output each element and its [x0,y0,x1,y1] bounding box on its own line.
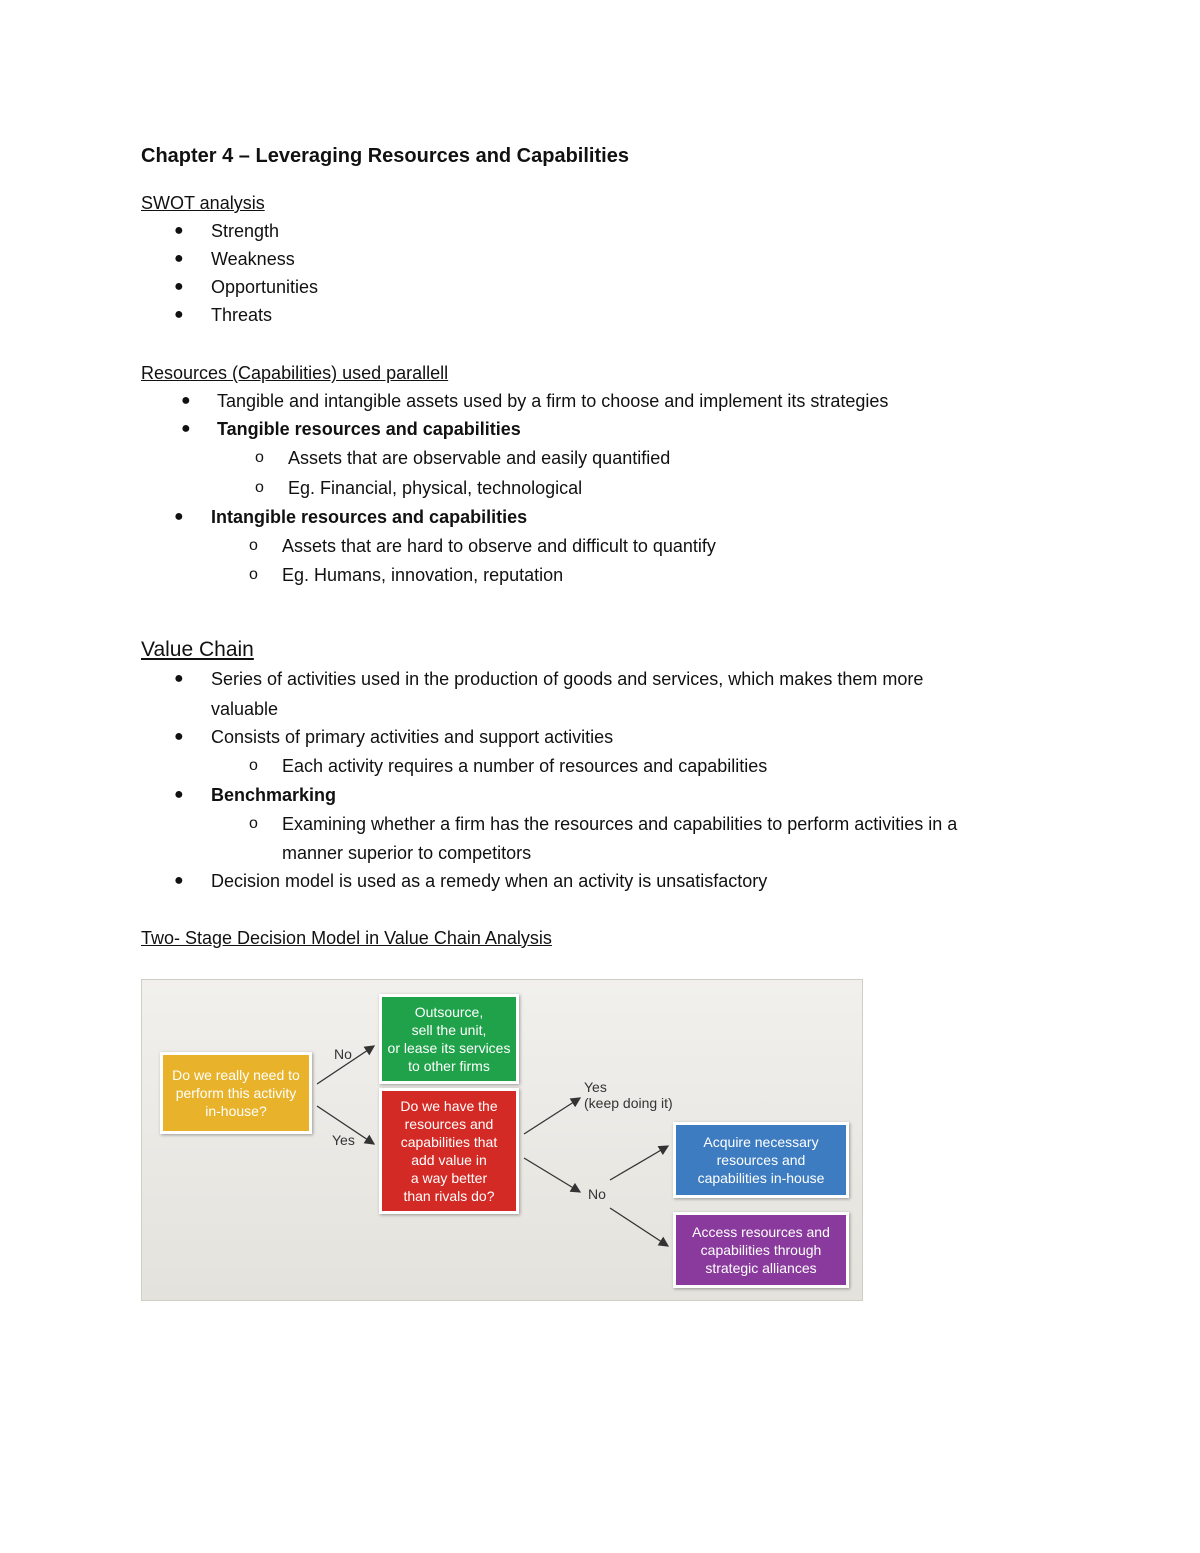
arrow-yes-keep [524,1098,580,1134]
bullet-icon: ● [174,670,184,687]
bullet-icon: ● [181,392,191,409]
swot-item: Opportunities [211,277,319,297]
sub-bullet-icon: o [249,757,258,774]
value-chain-item-continued: valuable [211,699,279,719]
sub-bullet-icon: o [255,449,264,466]
sub-bullet-icon: o [255,479,264,496]
resources-subitem: Assets that are hard to observe and difficult to quantify [282,536,716,556]
sub-bullet-icon: o [249,566,258,583]
value-chain-item: Series of activities used in the production of goods and services, which makes them more [211,669,924,689]
question2-box: Do we have the resources and capabilities that add value in a way better than rivals do? [379,1088,519,1214]
bullet-icon: ● [174,278,184,295]
swot-item: Threats [211,305,273,325]
resources-subitem: Eg. Financial, physical, technological [288,478,583,498]
value-chain-heading: Value Chain [141,638,254,661]
resources-item: Intangible resources and capabilities [211,507,528,527]
label-no-1: No [334,1046,352,1062]
sub-bullet-icon: o [249,537,258,554]
label-no-2: No [588,1186,606,1202]
page-title: Chapter 4 – Leveraging Resources and Capabilities [141,145,629,167]
arrow-no-to-acquire [610,1146,668,1180]
bullet-icon: ● [174,728,184,745]
sub-bullet-icon: o [249,815,258,832]
value-chain-item: Decision model is used as a remedy when an activity is unsatisfactory [211,871,768,891]
resources-subitem: Assets that are observable and easily quantified [288,448,671,468]
swot-heading: SWOT analysis [141,193,265,213]
resources-item: Tangible resources and capabilities [217,419,521,439]
acquire-box: Acquire necessary resources and capabilities in-house [673,1122,849,1198]
resources-subitem: Eg. Humans, innovation, reputation [282,565,564,585]
outsource-box: Outsource, sell the unit, or lease its services to other firms [379,994,519,1084]
bullet-icon: ● [174,786,184,803]
swot-item: Strength [211,221,280,241]
value-chain-subitem: Examining whether a firm has the resources and capabilities to perform activities in a [282,814,958,834]
value-chain-item: Consists of primary activities and support activities [211,727,614,747]
arrow-no-to-access [610,1208,668,1246]
arrow-no-stage2 [524,1158,580,1192]
value-chain-item: Benchmarking [211,785,337,805]
value-chain-subitem: Each activity requires a number of resources and capabilities [282,756,768,776]
bullet-icon: ● [181,420,191,437]
bullet-icon: ● [174,250,184,267]
label-yes-1: Yes [332,1132,355,1148]
decision-model-diagram [141,979,863,1301]
bullet-icon: ● [174,306,184,323]
label-yes-2: Yes (keep doing it) [584,1079,673,1111]
bullet-icon: ● [174,508,184,525]
bullet-icon: ● [174,222,184,239]
question1-box: Do we really need to perform this activity in-house? [160,1052,312,1134]
bullet-icon: ● [174,872,184,889]
two-stage-heading: Two- Stage Decision Model in Value Chain Analysis [141,928,552,948]
resources-heading: Resources (Capabilities) used parallell [141,363,449,383]
swot-item: Weakness [211,249,295,269]
resources-item: Tangible and intangible assets used by a firm to choose and implement its strategies [217,391,889,411]
value-chain-subitem-continued: manner superior to competitors [282,843,532,863]
access-box: Access resources and capabilities through strategic alliances [673,1212,849,1288]
